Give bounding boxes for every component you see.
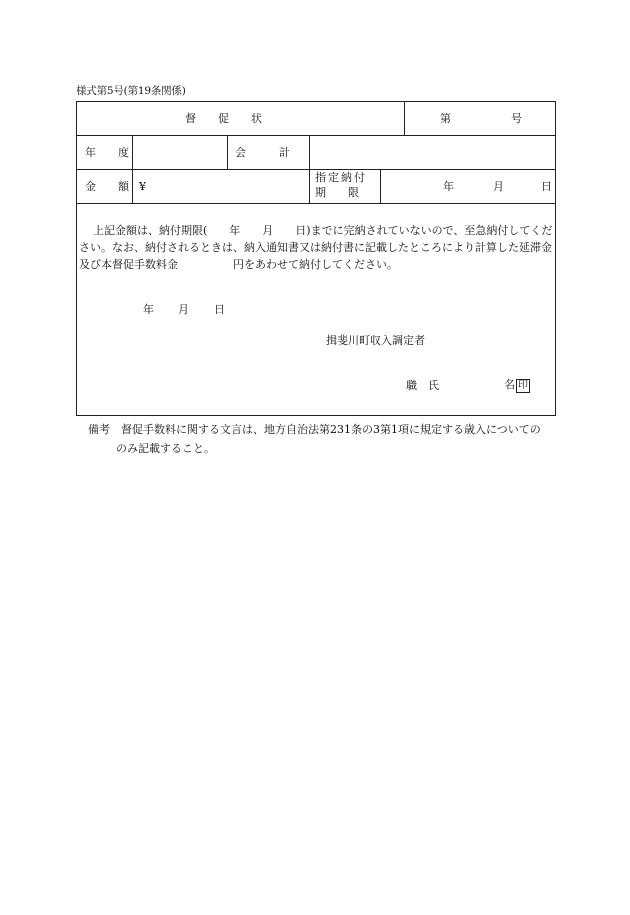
deadline-label-line2: 期 限 [315,186,359,199]
document-title: 督 促 状 [185,112,262,125]
row-divider [77,203,555,204]
note-line1: 備考 督促手数料に関する文言は、地方自治法第231条の3第1項に規定する歳入についての [88,423,541,436]
amount-label: 金 額 [85,180,129,193]
number-prefix: 第 [440,112,451,125]
issuer-name: 揖斐川町収入調定者 [326,334,425,347]
yen-symbol: ¥ [139,180,146,193]
deadline-month: 月 [493,180,504,193]
official-title: 職 氏 [406,379,439,392]
body-paragraph: 上記金額は、納付期限( 年 月 日)までに完納されていないので、至急納付してください。なお、納付されるときは、納入通知書又は納付書に記載したところにより計算した延滞金及び本督促手数料金 円をあわせて納付してください。 [79,224,553,271]
notice-body [79,222,553,273]
deadline-label-line1: 指定納付 [315,171,367,184]
name-label: 名 [504,378,515,391]
column-divider [380,169,381,203]
column-divider [404,102,405,135]
account-label: 会 計 [235,146,290,159]
column-divider [227,135,228,169]
column-divider [132,135,133,203]
row-divider [77,169,555,170]
row-divider [77,135,555,136]
issue-year: 年 [143,303,154,316]
column-divider [309,169,310,203]
deadline-year: 年 [443,180,454,193]
notice-form-frame [76,101,556,416]
issue-month: 月 [178,303,189,316]
fiscal-year-label: 年 度 [85,146,129,159]
number-suffix: 号 [511,112,522,125]
note-line2: のみ記載すること。 [116,442,215,455]
column-divider [309,135,310,169]
issue-day: 日 [214,303,225,316]
deadline-label [315,172,375,198]
seal-mark: 印 [518,380,528,391]
remarks-note [88,420,558,458]
signature-name [504,379,530,393]
deadline-day: 日 [541,180,552,193]
form-label: 様式第5号(第19条関係) [76,85,186,97]
